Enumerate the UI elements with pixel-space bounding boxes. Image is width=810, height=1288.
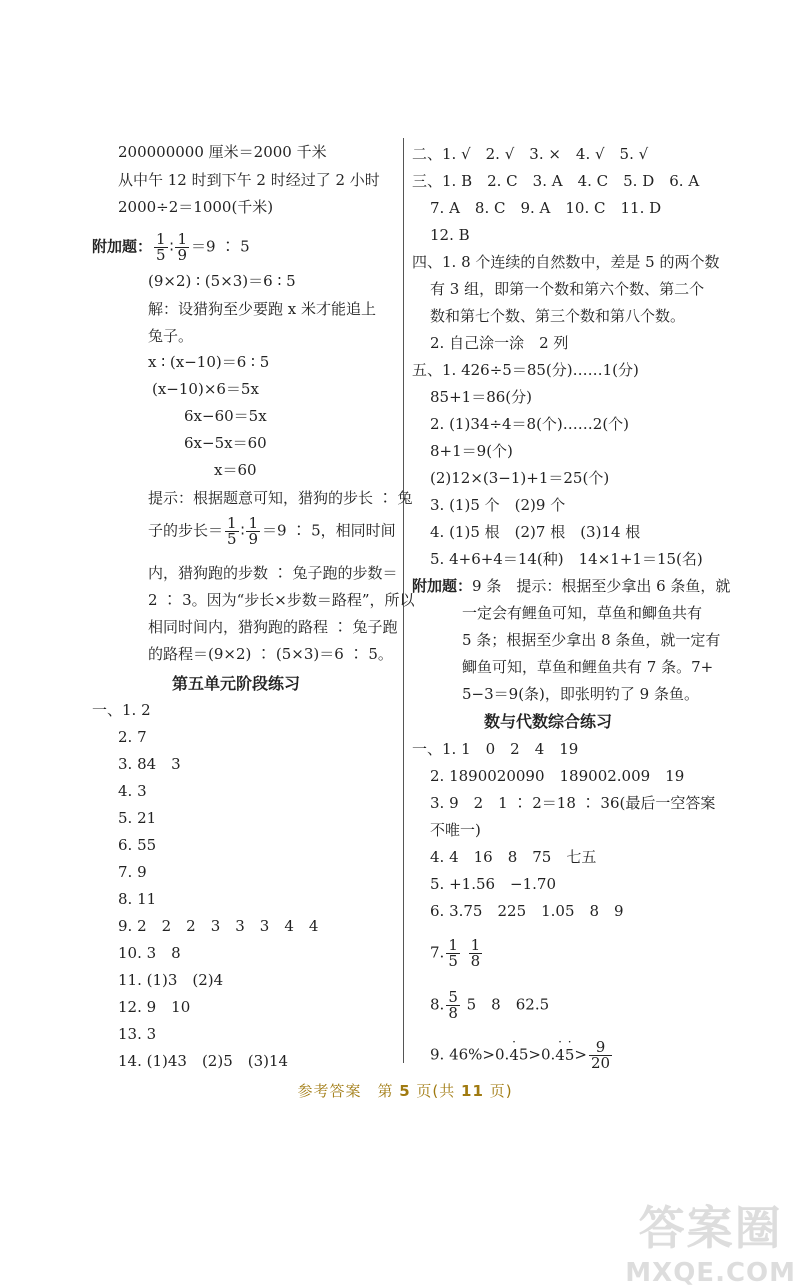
- hint-line: 子的步长＝ $\frac{1}{5}$ ∶ $\frac{1}{9}$ ＝9 ∶ 5，相同时间: [148, 514, 396, 548]
- answer-line: 2. (1)34÷4＝8(个)……2(个): [430, 415, 630, 433]
- list-item: 7. 9: [118, 863, 147, 881]
- hint-line: 2 ∶ 3。因为“步长×步数＝路程”，所以: [148, 591, 415, 609]
- list-item: 12. 9 10: [118, 998, 191, 1016]
- answer-line: 12. B: [430, 226, 470, 244]
- answer-line: (9×2) ∶ (5×3)＝6 ∶ 5: [148, 272, 296, 290]
- answer-line: 200000000 厘米＝2000 千米: [118, 143, 327, 161]
- equation-line: 6x−60＝5x: [184, 407, 267, 425]
- list-item: 5. +1.56 −1.70: [430, 875, 557, 893]
- equation-line: 6x−5x＝60: [184, 434, 267, 452]
- hint-line: 内，猎狗跑的步数 ∶ 兔子跑的步数＝: [148, 564, 398, 582]
- hint-line: 提示：根据题意可知，猎狗的步长 ∶ 兔: [148, 489, 413, 507]
- list-item: 7. $\frac{1}{5}$ $\frac{1}{8}$: [430, 936, 481, 970]
- list-item: 3. 84 3: [118, 755, 181, 773]
- list-item: 6. 3.75 225 1.05 8 9: [430, 902, 624, 920]
- answer-line: 4. (1)5 根 (2)7 根 (3)14 根: [430, 523, 641, 541]
- answer-line: (2)12×(3−1)+1＝25(个): [430, 469, 610, 487]
- answer-line: 兔子。: [148, 327, 194, 345]
- answer-line: 五、1. 426÷5＝85(分)……1(分): [412, 361, 639, 379]
- fraction: $\frac{9}{20}$: [590, 1038, 611, 1072]
- repeat-dot-icon: ·: [558, 1034, 562, 1049]
- fraction: $\frac{1}{5}$: [156, 230, 166, 264]
- answer-line: 四、1. 8 个连续的自然数中，差是 5 的两个数: [412, 253, 720, 271]
- answer-line: 5. 4+6+4＝14(种) 14×1+1＝15(名): [430, 550, 703, 568]
- list-item: 10. 3 8: [118, 944, 181, 962]
- answer-line: 数和第七个数、第三个数和第八个数。: [430, 307, 686, 325]
- answer-line: 从中午 12 时到下午 2 时经过了 2 小时: [118, 171, 380, 189]
- bonus-label: 附加题：: [412, 577, 473, 595]
- equation-line: x ∶ (x−10)＝6 ∶ 5: [148, 353, 270, 371]
- list-item: 8. 11: [118, 890, 157, 908]
- answer-line: 有 3 组，即第一个数和第六个数、第二个: [430, 280, 705, 298]
- answer-line: 85+1＝86(分): [430, 388, 532, 406]
- list-item: 4. 4 16 8 75 七五: [430, 848, 597, 866]
- page-number: 5: [399, 1082, 411, 1100]
- answer-line: 3. (1)5 个 (2)9 个: [430, 496, 566, 514]
- answer-line: 鲫鱼可知，草鱼和鲤鱼共有 7 条。7+: [462, 658, 714, 676]
- repeat-dot-icon: ·: [567, 1034, 572, 1049]
- list-item: 6. 55: [118, 836, 157, 854]
- fraction: $\frac{1}{8}$: [470, 936, 481, 970]
- bonus-line: 附加题： $\frac{1}{5}$ ∶ $\frac{1}{9}$ ＝9 ∶ 5: [92, 230, 250, 264]
- answer-line: 5 条；根据至少拿出 8 条鱼，就一定有: [462, 631, 721, 649]
- fraction: $\frac{1}{5}$: [227, 514, 237, 548]
- answer-line: 解：设猎狗至少要跑 x 米才能追上: [148, 300, 376, 318]
- list-item: 9. 46%>0. · 45>0. · 4 · 5> $\frac{9}{20}$: [430, 1034, 611, 1072]
- answer-line: 一定会有鲤鱼可知，草鱼和鲫鱼共有: [462, 604, 703, 622]
- list-item: 13. 3: [118, 1025, 157, 1043]
- answer-line: 2. 自己涂一涂 2 列: [430, 334, 569, 352]
- answer-line: 二、1. √ 2. √ 3. × 4. √ 5. √: [412, 145, 649, 163]
- hint-line: 的路程＝(9×2) ∶ (5×3)＝6 ∶ 5。: [148, 645, 393, 663]
- list-item: 2. 1890020090 189002.009 19: [430, 767, 685, 785]
- list-item: 5. 21: [118, 809, 157, 827]
- fraction: $\frac{1}{5}$: [448, 936, 458, 970]
- list-item: 11. (1)3 (2)4: [118, 971, 224, 989]
- equation-line: x＝60: [214, 461, 257, 479]
- page-footer: 参考答案 第 5 页(共 11 页): [297, 1082, 513, 1100]
- page-total: 11: [461, 1082, 484, 1100]
- section-title: 第五单元阶段练习: [172, 674, 301, 693]
- list-item: 8. $\frac{5}{8}$ 5 8 62.5: [430, 988, 550, 1022]
- answer-line: 2000÷2＝1000(千米): [118, 198, 274, 216]
- list-item: 3. 9 2 1 ∶ 2＝18 ∶ 36(最后一空答案: [430, 794, 716, 812]
- list-item: 不唯一): [430, 821, 481, 839]
- list-item: 2. 7: [118, 728, 147, 746]
- list-item: 14. (1)43 (2)5 (3)14: [118, 1052, 289, 1070]
- list-item: 9. 2 2 2 3 3 3 4 4: [118, 917, 319, 935]
- repeat-dot-icon: ·: [512, 1034, 516, 1049]
- fraction: $\frac{5}{8}$: [448, 988, 458, 1022]
- bonus-line: 附加题：9 条 提示：根据至少拿出 6 条鱼，就: [412, 577, 731, 595]
- list-item: 一、1. 1 0 2 4 19: [412, 740, 579, 758]
- answer-line: 7. A 8. C 9. A 10. C 11. D: [430, 199, 662, 217]
- bonus-label: 附加题：: [92, 237, 153, 256]
- hint-line: 相同时间内，猎狗跑的路程 ∶ 兔子跑: [148, 618, 398, 636]
- section-title: 数与代数综合练习: [484, 712, 613, 731]
- answer-line: 5−3＝9(条)，即张明钓了 9 条鱼。: [462, 685, 699, 703]
- list-item: 一、1. 2: [92, 701, 151, 719]
- fraction: $\frac{1}{9}$: [177, 230, 188, 264]
- answer-line: 8+1＝9(个): [430, 442, 513, 460]
- equation-line: (x−10)×6＝5x: [152, 380, 259, 398]
- fraction: $\frac{1}{9}$: [248, 514, 259, 548]
- answer-line: 三、1. B 2. C 3. A 4. C 5. D 6. A: [412, 172, 700, 190]
- watermark-logo: 答案圈 MXQE.COM: [625, 1201, 796, 1288]
- list-item: 4. 3: [118, 782, 147, 800]
